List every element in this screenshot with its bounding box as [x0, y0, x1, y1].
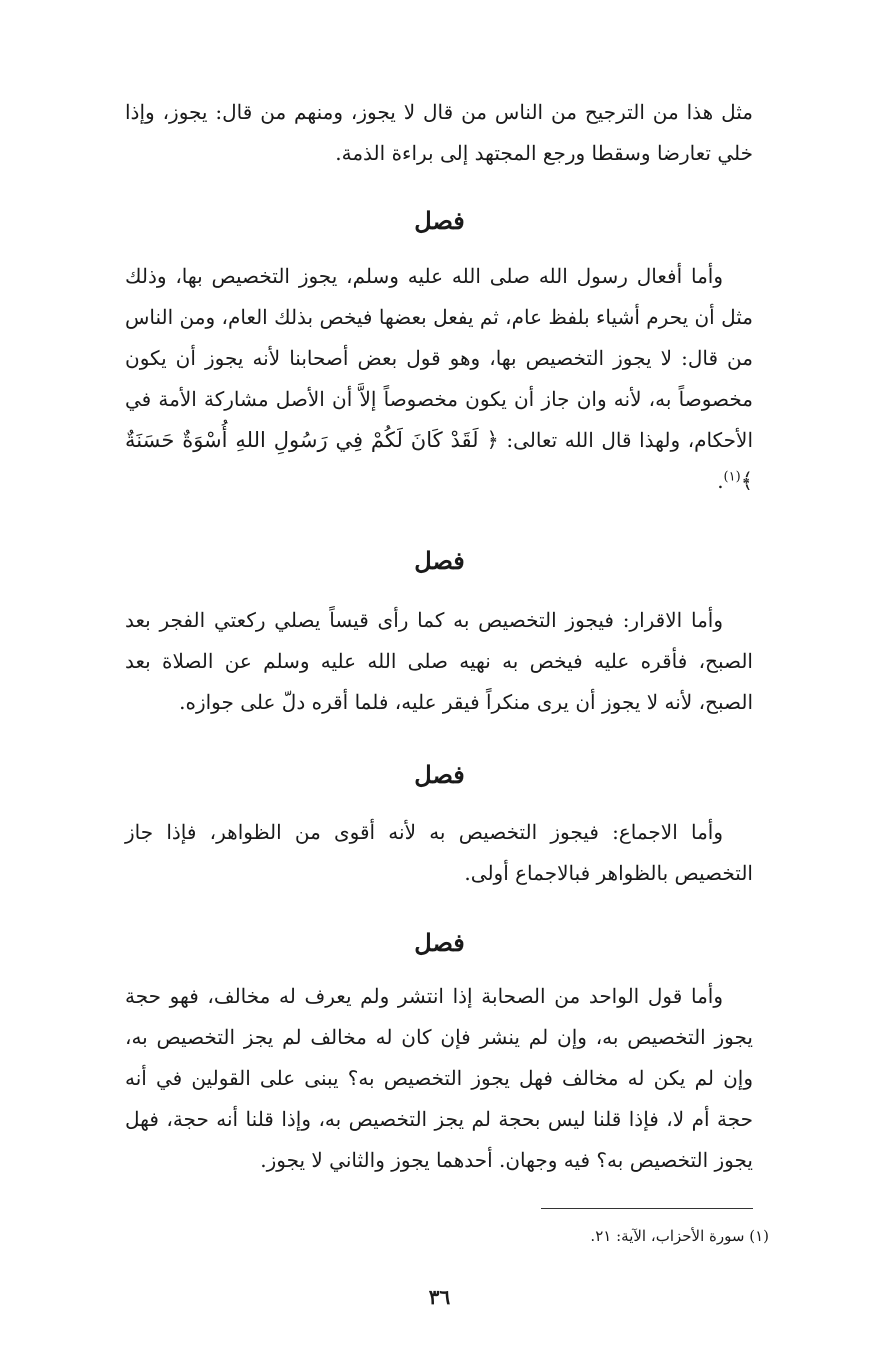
paragraph-end: .	[717, 469, 724, 493]
footnote-reference: (١)	[723, 469, 741, 485]
section-heading: فصل	[414, 928, 465, 957]
section-heading: فصل	[414, 206, 465, 235]
paragraph-body: وأما أفعال رسول الله صلى الله عليه وسلم، يجوز التخصيص بها، وذلك مثل أن يحرم أشياء بلفظ عام، ثم يفعل بعضها فيخص بذلك العام، ومن الناس من قال: لا يجوز التخصيص بها، وهو قول بعض أصحابنا لأنه يجوز أن يكون مخصوصاً به، لأنه وان جاز أن يكون مخصوصاً إلاَّ أن الأصل مشاركة الأمة في الأحكام، ولهذا قال الله تعالى:	[125, 264, 754, 452]
paragraph-approval	[125, 600, 753, 723]
paragraph-companion-saying	[125, 976, 753, 1181]
section-heading: فصل	[414, 760, 465, 789]
section-heading: فصل	[414, 546, 465, 575]
footnote: (١) سورة الأحزاب، الآية: ٢١.	[590, 1227, 769, 1245]
paragraph-prophet-actions	[125, 256, 753, 502]
paragraph-text	[125, 256, 753, 502]
quran-verse: ﴿ لَقَدْ كَانَ لَكُمْ فِي رَسُولِ اللهِ أُسْوَةٌ حَسَنَةٌ ﴾	[125, 428, 753, 493]
paragraph-continuation	[125, 92, 753, 174]
paragraph-text: وأما الاقرار: فيجوز التخصيص به كما رأى قيساً يصلي ركعتي الفجر بعد الصبح، فأقره عليه فيخص به نهيه صلى الله عليه وسلم عن الصلاة بعد الصبح، لأنه لا يجوز أن يرى منكراً فيقر عليه، فلما أقره دلّ على جوازه.	[125, 608, 753, 714]
paragraph-text: وأما الاجماع: فيجوز التخصيص به لأنه أقوى من الظواهر، فإذا جاز التخصيص بالظواهر فبالاجماع أولى.	[125, 820, 753, 885]
page-number: ٣٦	[428, 1285, 451, 1309]
paragraph-text: مثل هذا من الترجيح من الناس من قال لا يجوز، ومنهم من قال: يجوز، وإذا خلي تعارضا وسقطا ورجع المجتهد إلى براءة الذمة.	[125, 100, 753, 165]
footnote-divider	[541, 1208, 753, 1209]
paragraph-consensus	[125, 812, 753, 894]
paragraph-text: وأما قول الواحد من الصحابة إذا انتشر ولم يعرف له مخالف، فهو حجة يجوز التخصيص به، وإن لم ينشر فإن كان له مخالف لم يجز التخصيص به، وإن لم يكن له مخالف فهل يجوز التخصيص به؟ يبنى على القولين في أنه حجة أم لا، فإذا قلنا ليس بحجة لم يجز التخصيص به، وإذا قلنا أنه حجة، فهل يجوز التخصيص به؟ فيه وجهان. أحدهما يجوز والثاني لا يجوز.	[125, 984, 753, 1172]
